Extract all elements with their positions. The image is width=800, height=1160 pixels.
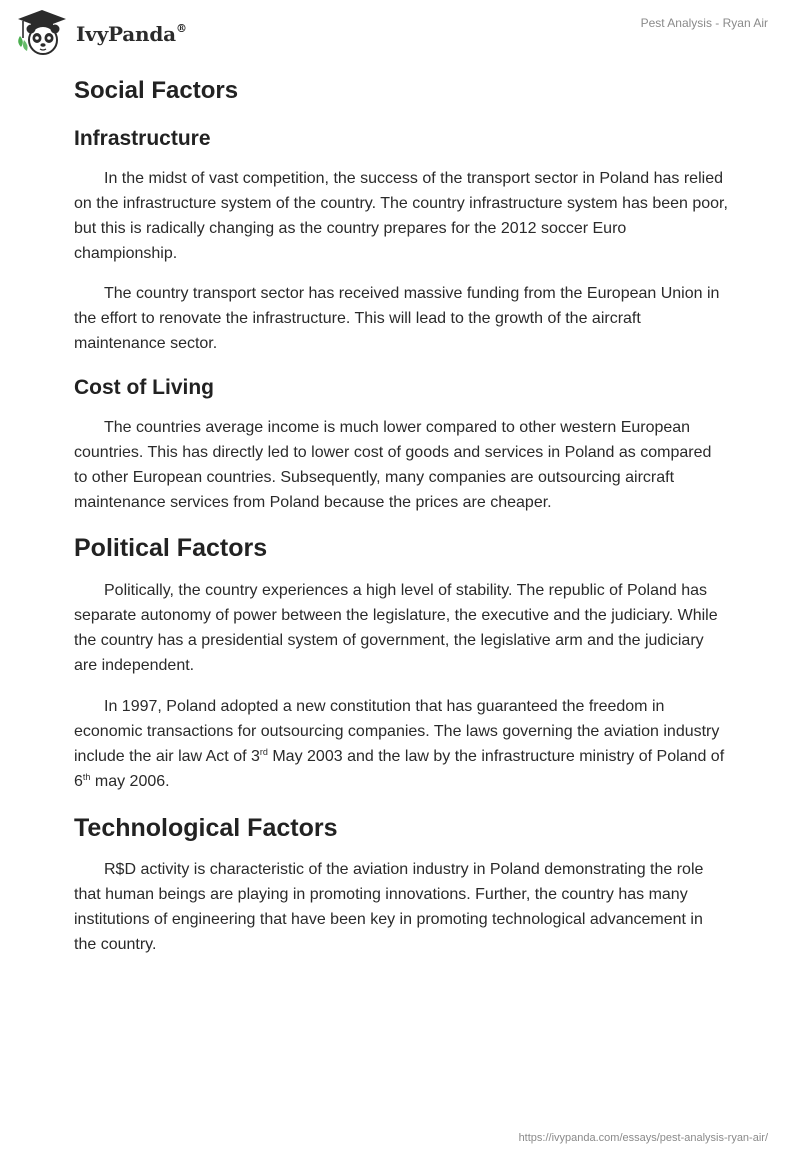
panda-graduate-icon (14, 8, 70, 58)
heading-social-factors: Social Factors (74, 77, 239, 104)
ivypanda-logo[interactable] (14, 8, 187, 58)
heading-technological-factors: Technological Factors (74, 814, 338, 842)
paragraph-technological: R$D activity is characteristic of the aviation industry in Poland demonstrating the role that human beings are playing in promoting innovations. Further, the country has many institutions of engineering that have been key in promoting technological advancement in the country. (74, 861, 704, 953)
heading-cost-of-living: Cost of Living (74, 376, 214, 399)
essay-content (74, 72, 728, 957)
page-header (0, 0, 800, 70)
registered-mark: ® (175, 22, 187, 35)
paragraph-infrastructure-1: In the midst of vast competition, the success of the transport sector in Poland has relied on the infrastructure system of the country. The country infrastructure system has been poor, but this is radically changing as the country prepares for the 2012 soccer Euro championship. (74, 170, 728, 262)
heading-infrastructure: Infrastructure (74, 127, 211, 150)
paragraph-infrastructure-2: The country transport sector has received massive funding from the European Union in the effort to renovate the infrastructure. This will lead to the growth of the aircraft maintenance sector. (74, 285, 720, 352)
heading-political-factors: Political Factors (74, 534, 268, 562)
paragraph-political-1: Politically, the country experiences a high level of stability. The republic of Poland has separate autonomy of power between the legislature, the executive and the judiciary. While the country has a presidential system of government, the legislative arm and the judiciary are independent. (74, 582, 718, 674)
document-title: Pest Analysis - Ryan Air (640, 16, 768, 30)
brand-name: IvyPanda® (76, 22, 187, 46)
ordinal-th: th (82, 772, 91, 782)
footer-source-link[interactable]: https://ivypanda.com/essays/pest-analysis-ryan-air/ (518, 1132, 768, 1144)
paragraph-cost-of-living: The countries average income is much lower compared to other western European countries. This has directly led to lower cost of goods and services in Poland as compared to other European countries. Subsequently, many companies are outsourcing aircraft maintenance services from Poland because the prices are cheaper. (74, 419, 712, 511)
ordinal-rd: rd (259, 747, 268, 757)
paragraph-political-2: In 1997, Poland adopted a new constitution that has guaranteed the freedom in economic transactions for outsourcing companies. The laws governing the aviation industry include the air law Act of 3rd May 2003 and the law by the infrastructure ministry of Poland of 6th may 2006. (74, 698, 725, 790)
